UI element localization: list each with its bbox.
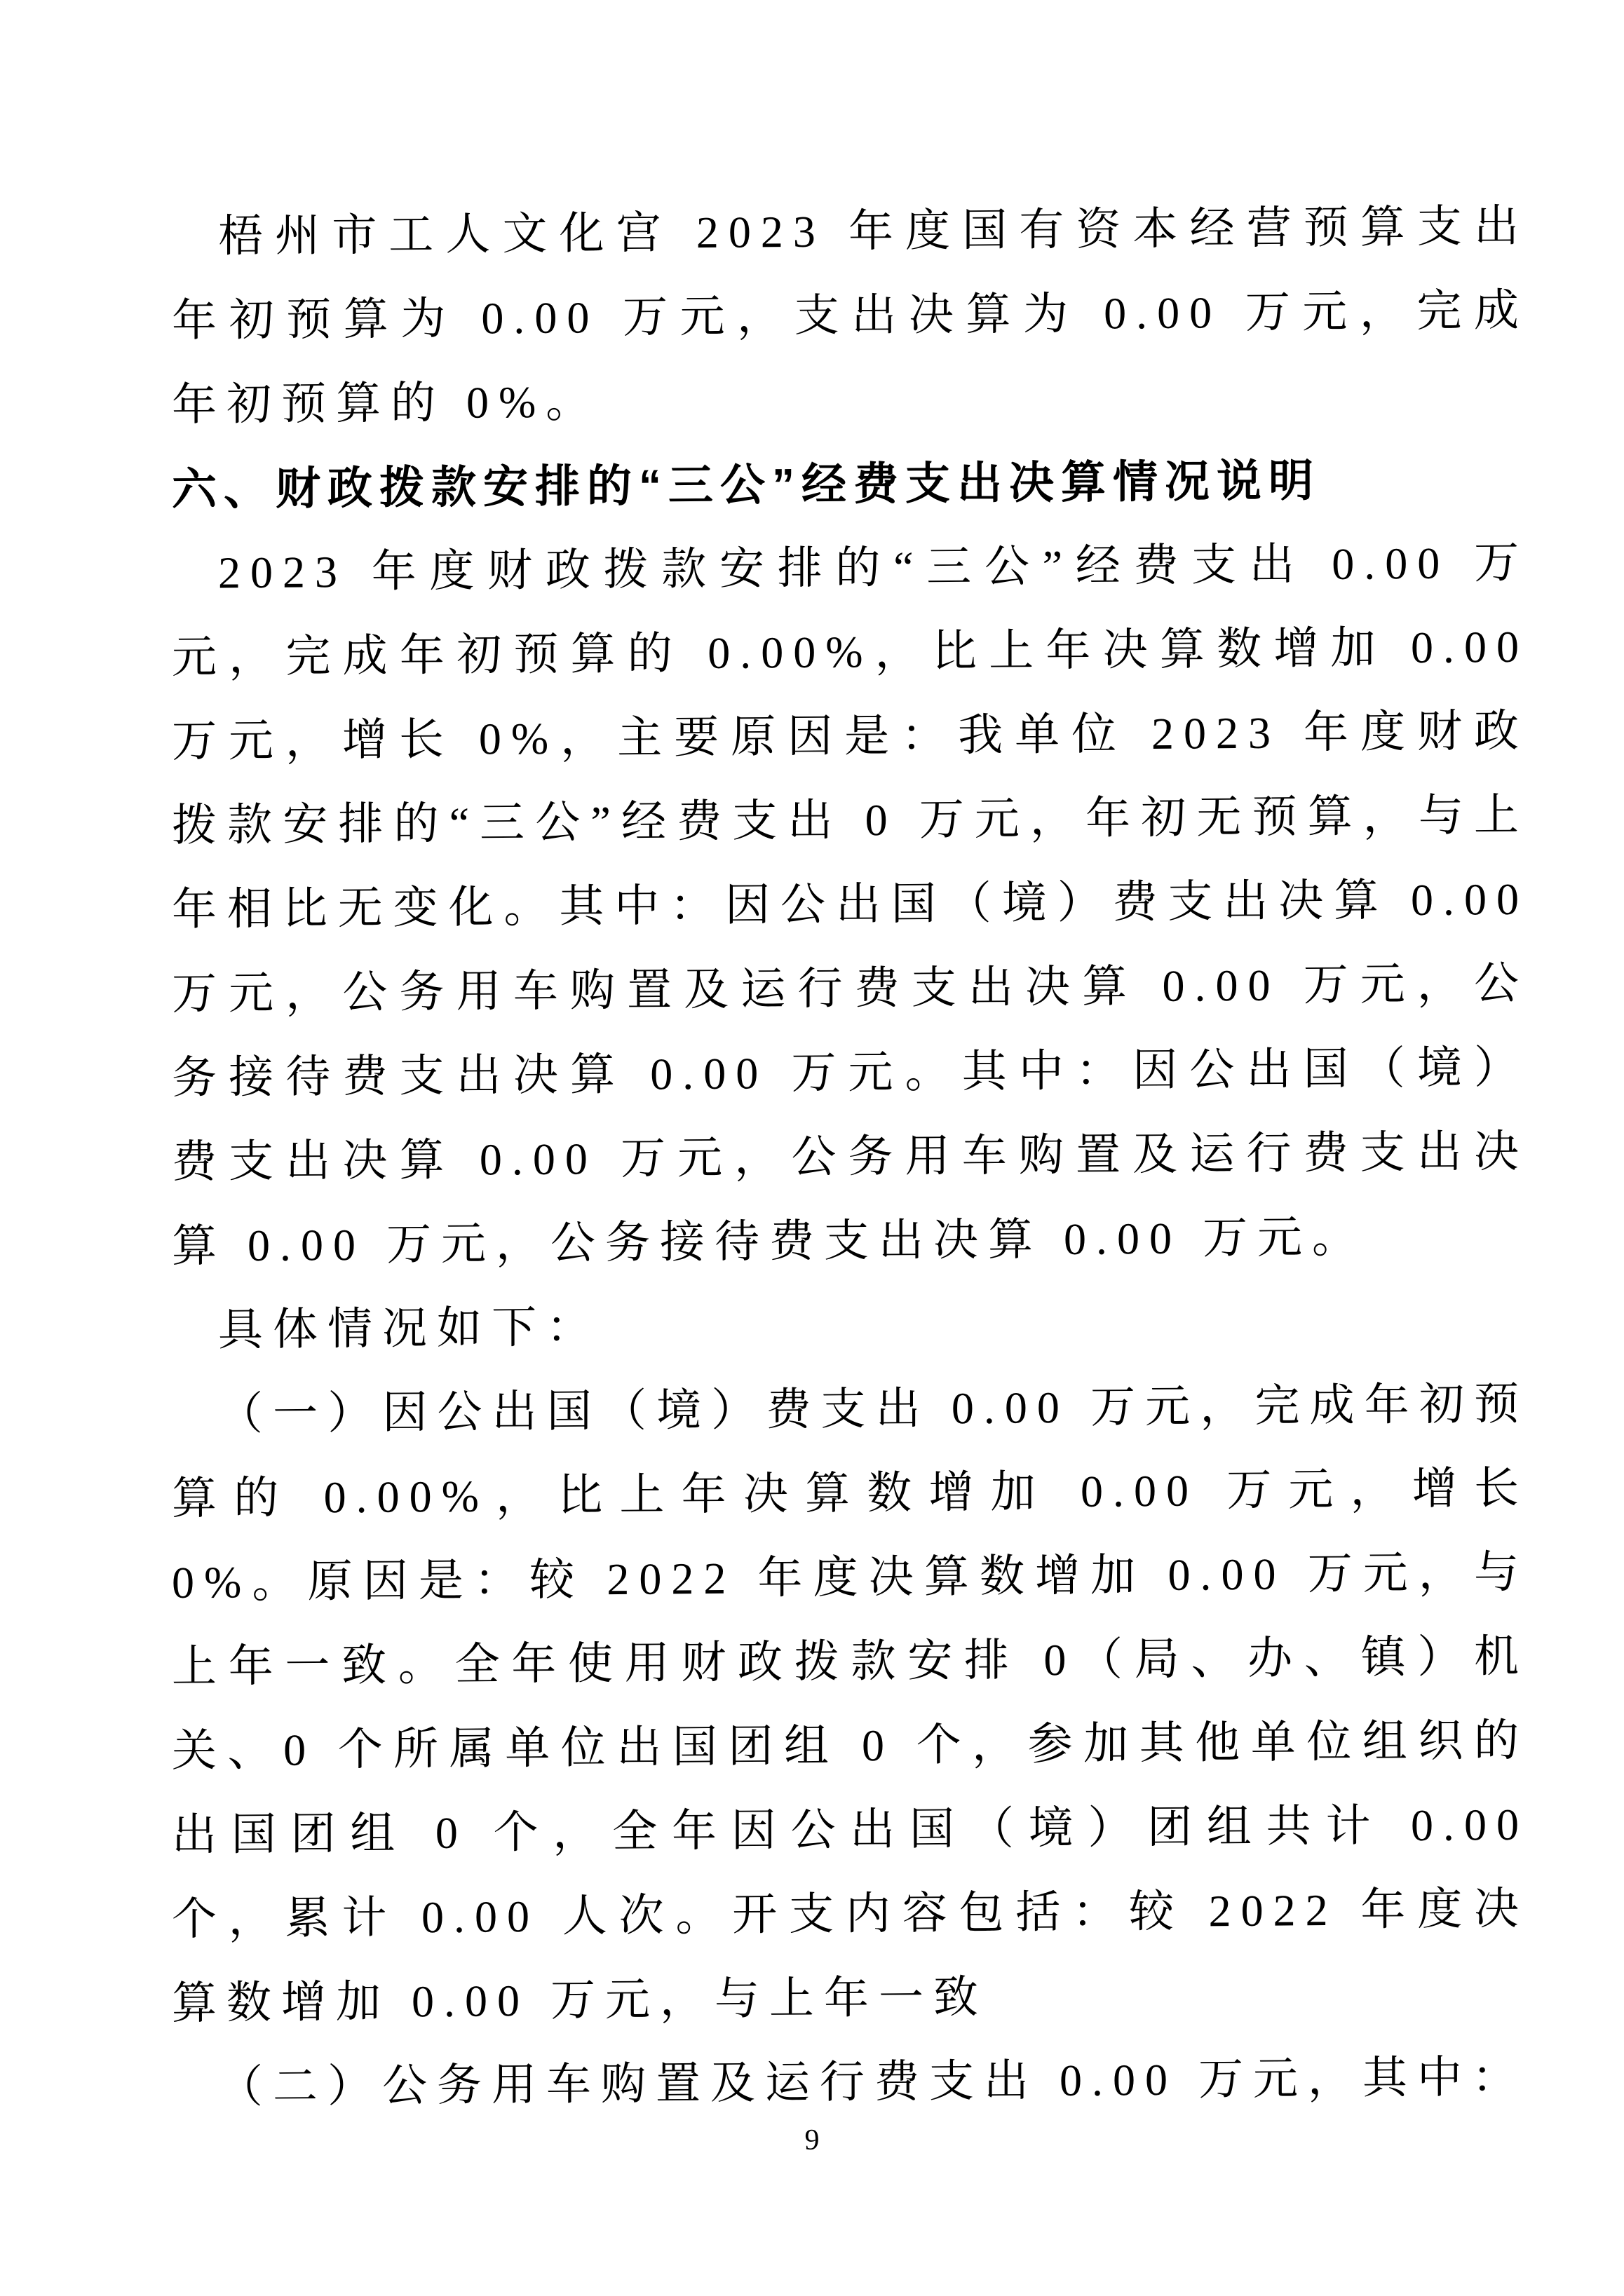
paragraph-item-two-official-vehicles: （二）公务用车购置及运行费支出 0.00 万元，其中：: [218, 2051, 1527, 2112]
paragraph-three-public-funds-overview: 2023 年度财政拨款安排的“三公”经费支出 0.00 万元，完成年初预算的 0.00%，比上年决算数增加 0.00 万元，增长 0%，主要原因是：我单位 2023 年度财政拨款安排的“三公”经费支出 0 万元，年初无预算，与上年相比无变化。其中：因公出国（境）费支出决算 0.00 万元，公务用车购置及运行费支出决算 0.00 万元，公务接待费支出决算 0.00 万元。其中：因公出国（境）费支出决算 0.00 万元，公务用车购置及运行费支出决算 0.00 万元，公务接待费支出决算 0.00 万元。: [172, 537, 1529, 1271]
paragraph-item-one-overseas-travel: （一）因公出国（境）费支出 0.00 万元，完成年初预算的 0.00%，比上年决算数增加 0.00 万元，增长 0%。原因是：较 2022 年度决算数增加 0.00 万元，与上年一致。全年使用财政拨款安排 0（局、办、镇）机关、0 个所属单位出国团组 0 个，参加其他单位组织的出国团组 0 个，全年因公出国（境）团组共计 0.00 个，累计 0.00 人次。开支内容包括：较 2022 年度决算数增加 0.00 万元，与上年一致: [172, 1378, 1529, 2028]
paragraph-details-intro: 具体情况如下：: [218, 1302, 601, 1355]
document-body: [172, 184, 1529, 2130]
page-footer: [0, 2123, 1624, 2158]
section-heading-six: 六、财政拨款安排的“三公”经费支出决算情况说明: [172, 455, 1320, 515]
paragraph-state-capital-budget: 梧州市工人文化宫 2023 年度国有资本经营预算支出年初预算为 0.00 万元，支出决算为 0.00 万元，完成年初预算的 0%。: [172, 201, 1529, 430]
page-number: 9: [804, 2124, 820, 2156]
